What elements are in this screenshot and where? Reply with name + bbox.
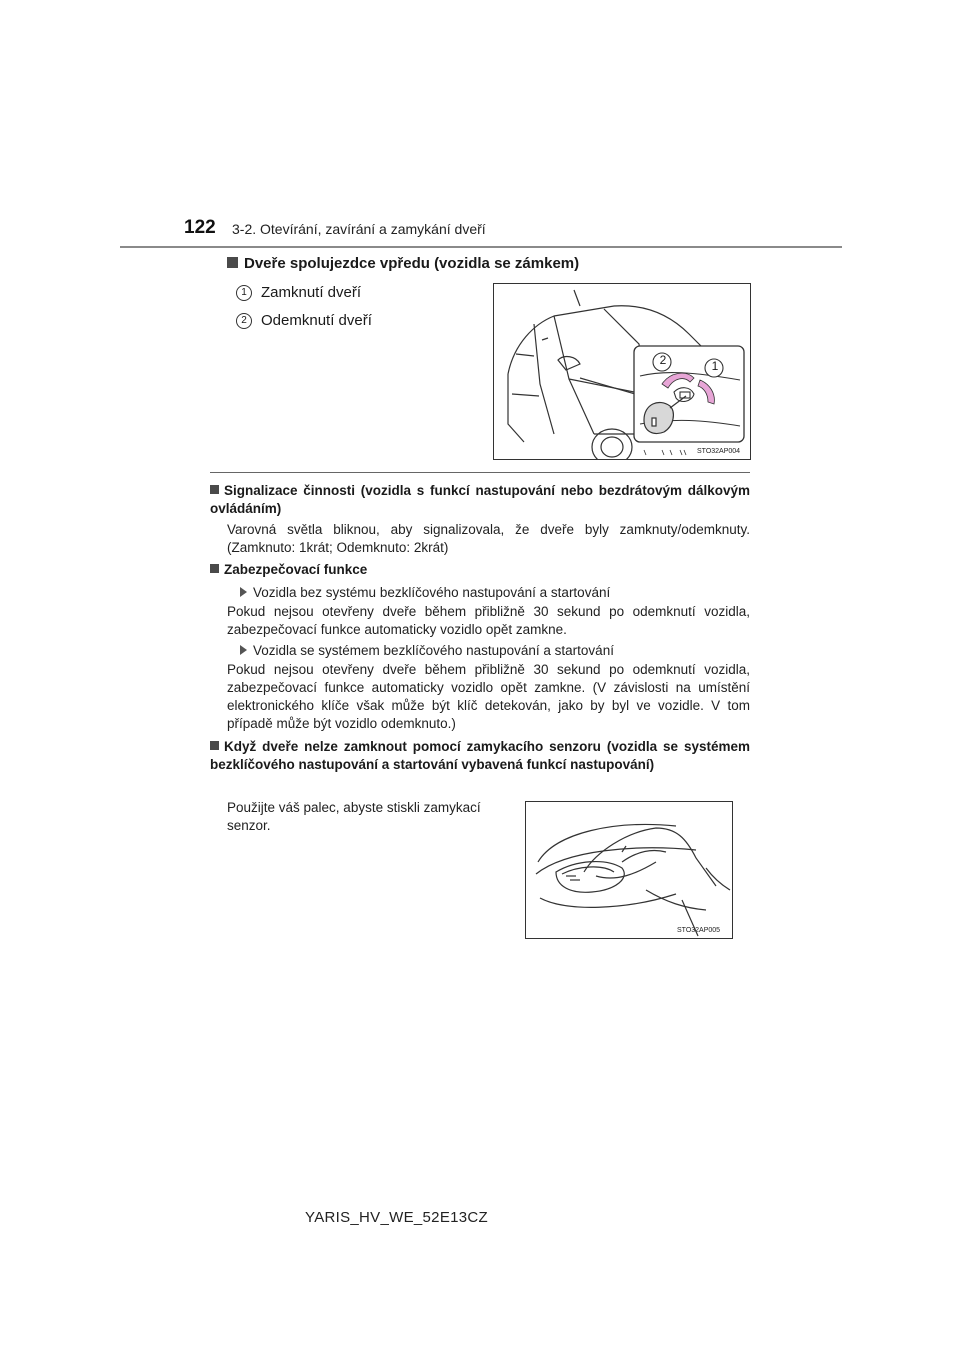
signal-heading-text: Signalizace činnosti (vozidla s funkcí nastupování nebo bezdrátovým dálkovým ovládáním) <box>210 483 750 516</box>
section-heading <box>227 255 579 272</box>
document-code: YARIS_HV_WE_52E13CZ <box>305 1209 488 1226</box>
square-bullet-icon <box>210 564 219 573</box>
square-bullet-icon <box>210 741 219 750</box>
step-number-icon: 1 <box>236 285 252 301</box>
security-heading <box>210 561 750 579</box>
step-label: Odemknutí dveří <box>261 312 372 329</box>
lock-sensor-figure <box>525 801 733 939</box>
step-label: Zamknutí dveří <box>261 284 362 301</box>
triangle-bullet-icon <box>240 587 247 597</box>
square-bullet-icon <box>227 257 238 268</box>
sensor-heading-text: Když dveře nelze zamknout pomocí zamykacího senzoru (vozidla se systémem bezklíčového nastupování a startování vybavená funkcí nastupování) <box>210 739 750 772</box>
triangle-bullet-icon <box>240 645 247 655</box>
sensor-heading <box>210 738 750 774</box>
thumb-lock-sensor-illustration <box>526 802 732 938</box>
callout-2: 2 <box>659 353 667 367</box>
step-number-icon: 2 <box>236 313 252 329</box>
callout-1: 1 <box>711 359 719 373</box>
security-item-1-title-text: Vozidla bez systému bezklíčového nastupování a startování <box>253 585 611 600</box>
signal-text: Varovná světla bliknou, aby signalizovala, že dveře byly zamknuty/odemknuty. (Zamknuto: 1krát; Odemknuto: 2krát) <box>227 522 750 555</box>
security-item-2-title <box>240 642 614 660</box>
step-1 <box>236 284 361 301</box>
chapter-title: 3-2. Otevírání, zavírání a zamykání dveří <box>232 221 486 237</box>
figure-code: STO32AP005 <box>677 927 721 934</box>
security-item-2-text: Pokud nejsou otevřeny dveře během přibližně 30 sekund po odemknutí vozidla, zabezpečovací funkce automaticky vozidlo opět zamkne. (V závislosti na umístění elektronického klíče však může být klíč detekován, jako by byl ve vozidle. V tom případě může být vozidlo odemknuto.) <box>227 662 750 731</box>
door-lock-figure <box>493 283 751 460</box>
security-heading-text: Zabezpečovací funkce <box>224 562 368 577</box>
page-number: 122 <box>184 217 216 238</box>
square-bullet-icon <box>210 485 219 494</box>
step-2 <box>236 312 372 329</box>
figure-code: STO32AP004 <box>697 448 741 455</box>
security-item-1-text: Pokud nejsou otevřeny dveře během přibližně 30 sekund po odemknutí vozidla, zabezpečovací funkce automaticky vozidlo opět zamkne. <box>227 604 750 637</box>
security-item-2-title-text: Vozidla se systémem bezklíčového nastupování a startování <box>253 643 614 658</box>
section-heading-text: Dveře spolujezdce vpředu (vozidla se zámkem) <box>244 255 580 272</box>
sensor-text: Použijte váš palec, abyste stiskli zamykací senzor. <box>227 800 481 833</box>
signal-heading <box>210 482 750 518</box>
section-divider <box>210 472 750 473</box>
security-item-1-title <box>240 584 610 602</box>
header-divider <box>120 246 842 248</box>
